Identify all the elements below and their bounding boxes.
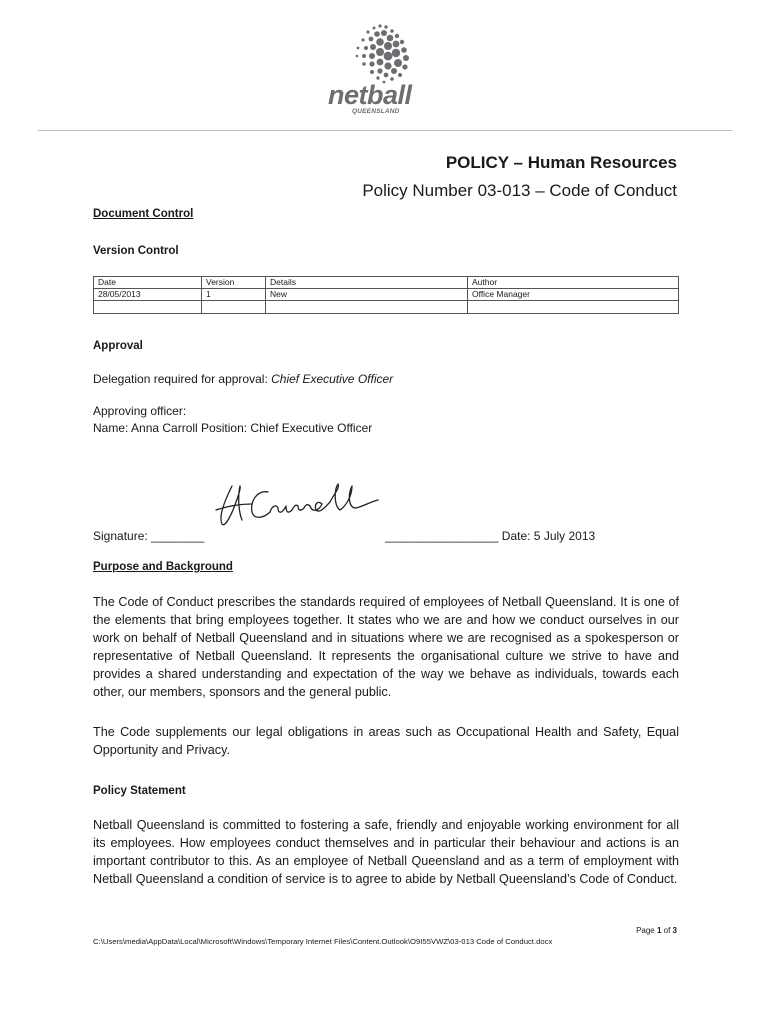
signature-image [210, 476, 385, 532]
table-cell [202, 301, 266, 314]
table-header-cell: Author [468, 277, 679, 289]
logo-wordmark: netball [328, 80, 412, 110]
page-total: 3 [672, 926, 677, 935]
table-cell [266, 301, 468, 314]
table-cell [468, 301, 679, 314]
table-header-cell: Details [266, 277, 468, 289]
table-cell: Office Manager [468, 289, 679, 301]
version-control-table [93, 276, 679, 314]
table-cell: 28/05/2013 [94, 289, 202, 301]
table-row [94, 301, 679, 314]
delegation-value: Chief Executive Officer [271, 372, 394, 386]
purpose-paragraph-2: The Code supplements our legal obligations in areas such as Occupational Health and Safety, Equal Opportunity and Privacy. [93, 725, 679, 757]
delegation-label: Delegation required for approval: [93, 372, 272, 386]
table-header-cell: Version [202, 277, 266, 289]
purpose-heading: Purpose and Background [93, 561, 233, 573]
table-header-cell: Date [94, 277, 202, 289]
page-prefix: Page [636, 926, 657, 935]
file-path: C:\Users\media\AppData\Local\Microsoft\Windows\Temporary Internet Files\Content.Outlook\O9I55VWZ\03-013 Code of Conduct.docx [93, 937, 553, 946]
page-title: POLICY – Human Resources [445, 153, 677, 172]
document-control-heading: Document Control [93, 208, 194, 220]
purpose-paragraph: The Code of Conduct prescribes the standards required of employees of Netball Queensland. It is one of the elements that bring employees together. It states who we are and how we conduct ourselves in our work on behalf of Netball Queensland and in situations where we are recognised as a spokesperson or representative of Netball Queensland. It represents the organisational culture we strive to have and provides a shared understanding and expectation of the way we behave as individuals, towards each other, our members, sponsors and the general public. [93, 595, 679, 699]
version-control-heading: Version Control [93, 245, 179, 257]
page-of: of [661, 926, 673, 935]
table-row [94, 289, 679, 301]
signature-label: Signature: ________ [93, 529, 205, 543]
approval-date: _________________ Date: 5 July 2013 [385, 529, 596, 543]
header-divider [38, 130, 732, 131]
page-current: 1 [656, 926, 662, 935]
logo-subtitle: QUEENSLAND [352, 108, 400, 115]
delegation-line [93, 372, 393, 386]
approval-heading: Approval [93, 340, 143, 352]
table-cell [94, 301, 202, 314]
table-cell: 1 [202, 289, 266, 301]
table-header-row [94, 277, 679, 289]
page-number [636, 926, 677, 935]
policy-statement-heading: Policy Statement [93, 785, 186, 797]
table-cell: New [266, 289, 468, 301]
page-subtitle: Policy Number 03-013 – Code of Conduct [362, 181, 677, 200]
approving-officer-name: Name: Anna Carroll Position: Chief Executive Officer [93, 421, 373, 435]
policy-statement-paragraph: Netball Queensland is committed to fostering a safe, friendly and enjoyable working environment for all its employees. How employees conduct themselves and in particular their behaviour and actions is an important contributor to this. As an employee of Netball Queensland and as a term of employment with Netball Queensland a condition of service is to agree to abide by Netball Queensland’s Code of Conduct. [93, 818, 679, 886]
approving-officer-label: Approving officer: [93, 404, 187, 418]
